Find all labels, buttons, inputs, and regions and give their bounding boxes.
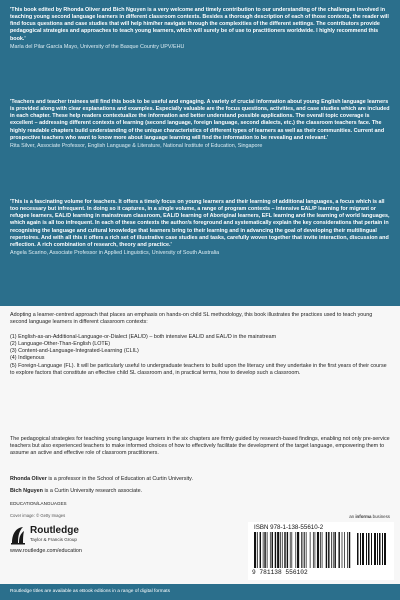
barcode-bar [264, 532, 265, 568]
barcode-bar [284, 532, 285, 568]
publisher-name: Routledge [30, 525, 79, 536]
barcode-bar [301, 532, 302, 568]
barcode-bar [338, 532, 339, 568]
barcode-bar [344, 532, 345, 568]
barcode-image [254, 532, 352, 568]
list-item-label: (5) Foreign-Language (FL). [10, 362, 76, 369]
barcode-bar [275, 532, 276, 568]
barcode-bar [282, 532, 283, 568]
barcode-bar [295, 532, 296, 568]
endorsement-silver [10, 99, 390, 150]
routledge-logo [10, 524, 130, 546]
list-item: (2) Language-Other-Than-English (LOTE) [10, 341, 111, 348]
barcode-bar [349, 532, 350, 568]
barcode-bar [257, 532, 258, 568]
description-strategies [10, 436, 390, 457]
barcode-bar [270, 532, 271, 568]
endorsement-quote: 'This is a fascinating volume for teachers. It offers a timely focus on young learners and their learning of additional languages, a focus which is all too necessary but infrequent. In doing so it captures, in a single volume, a range of program contexts – intensive EAL/P learning for migrant or refugee learners, EAL/D learning in mainstream classroom, EAL/D learning of Aboriginal learners, EFL learning and the learning of world languages, which again is all too infrequent. In each of these contexts the author/s foreground and systematically explain the key considerations that pertain in recognising the language and cultural knowledge that learners bring to their learning and in advancing the goal of developing their multilingual repertoires. And with all this it offers a rich set of illustrative case studies and tasks, carefully woven together that invite interaction, discussion and reflection. A rich combination of research, theory and practice.' [10, 199, 390, 248]
barcode-bar [334, 532, 335, 568]
barcode-bar [267, 532, 268, 568]
barcode-bar [322, 532, 323, 568]
barcode-bar [254, 532, 256, 568]
list-item: (3) Content-and-Language-Integrated-Learning (CLIL) [10, 348, 139, 355]
endorsement-quote: 'This book edited by Rhonda Oliver and Bich Nguyen is a very welcome and timely contribution to our understanding of the challenges involved in teaching young second language learners in different classroom contexts. Besides a thorough description of each of those contexts, the reader will find focus questions and case studies that will help him/her navigate through the complexities of the different settings. The contributors provide pedagogical strategies and approaches to teach young learners, which will surely be of use to practitioners worldwide. I highly recommend this book.' [10, 7, 389, 42]
barcode-digits: 9 781138 556102 [252, 569, 308, 576]
barcode-bar [291, 532, 292, 568]
barcode-bar [313, 532, 314, 568]
list-item [10, 363, 390, 377]
subject-category: EDUCATION/LANGUAGES [10, 501, 67, 506]
price-barcode-image [356, 531, 388, 573]
barcode-bar [272, 532, 273, 568]
barcode-bar [320, 532, 321, 568]
barcode-bar [315, 532, 316, 568]
barcode-bar [280, 532, 281, 568]
informa-suffix: business [371, 514, 390, 519]
cover-image-credit: Cover image: © Getty Images [10, 513, 66, 518]
author-bio-nguyen [10, 488, 390, 495]
list-item: (4) Indigenous [10, 355, 45, 362]
barcode-bar [342, 532, 343, 568]
barcode-bar [277, 532, 279, 568]
barcode-bar [287, 532, 288, 568]
routledge-logo-icon [10, 525, 26, 545]
barcode-bar [263, 532, 264, 568]
endorsement-attribution: Rita Silver, Associate Professor, English Language & Literature, National Institute of Education, Singapore [10, 142, 263, 149]
barcode-bar [317, 532, 319, 568]
barcode-bar [290, 532, 291, 568]
isbn-label: ISBN 978-1-138-55610-2 [254, 524, 324, 531]
author-bio-text: is a professor in the School of Education at Curtin University. [46, 476, 193, 482]
barcode-bar [347, 532, 348, 568]
author-bio-oliver [10, 476, 390, 483]
informa-prefix: an [349, 514, 356, 519]
barcode-bar [333, 532, 334, 568]
barcode-bar [303, 532, 304, 568]
endorsement-quote: 'Teachers and teacher trainees will find this book to be useful and engaging. A variety of crucial information about young English language learners is provided along with clear explanations and examples. Especially valuable are the focus questions, activities, and case studies which are included in each chapter. These help readers contextualize the information and better understand possible applications. The overall topic coverage is excellent – addressing different contexts of learning (second language, foreign language, second dialects, etc.) the classroom teachers face. The highly readable chapters build understanding of the unique characteristics of different types of learners as well as their communities. Current and prospective teachers who want to know more about language learning will find the information to be revealing and relevant.' [10, 99, 390, 141]
description-intro-text: Adopting a learner-centred approach that places an emphasis on hands-on child SL methodology, this book illustrates the practices used to teach young second language learners in different classroom contexts: [10, 312, 373, 326]
author-name: Bich Nguyen [10, 488, 43, 494]
barcode-bar [306, 532, 307, 568]
informa-business-tag [349, 514, 390, 519]
endorsement-attribution: María del Pilar García Mayo, University of the Basque Country UPV/EHU [10, 43, 185, 50]
publisher-group: Taylor & Francis Group [30, 537, 77, 542]
endorsement-attribution: Angela Scarino, Associate Professor in Applied Linguistics, University of South Australia [10, 250, 220, 257]
endorsement-scarino [10, 199, 390, 257]
list-item: (1) English-as-an-Additional-Language-or-Dialect (EAL/D) – both intensive EAL/D and EAL/D in the mainstream [10, 334, 277, 340]
barcode-bar [260, 532, 261, 568]
author-name: Rhonda Oliver [10, 476, 47, 482]
footer-band [0, 584, 400, 600]
description-intro [10, 312, 390, 326]
isbn-barcode-box [248, 522, 394, 580]
barcode-area [248, 514, 394, 580]
barcode-bar [328, 532, 329, 568]
barcode-bar [326, 532, 327, 568]
description-strategies-text: The pedagogical strategies for teaching young language learners in the six chapters are firmly guided by research-based findings, enabling not only pre-service teachers but also experienced teachers to make informed choices of how to effectively facilitate the development of the target language, empowering them to assume an active and effective role of classroom practitioners. [10, 436, 390, 457]
publisher-website-link[interactable]: www.routledge.com/education [10, 548, 82, 554]
context-list [10, 334, 390, 377]
barcode-bar [297, 532, 299, 568]
ebook-availability-note: Routledge titles are available as eBook editions in a range of digital formats [10, 589, 170, 594]
endorsement-garcia-mayo [10, 7, 390, 51]
author-bio-text: is a Curtin University research associate. [42, 488, 143, 494]
barcode-bar [304, 532, 305, 568]
informa-brand: informa [355, 514, 372, 519]
barcode-bar [310, 532, 311, 568]
barcode-bar [331, 532, 332, 568]
list-item-detail: It will be particularly useful to undergraduate teachers to build upon the literacy unit they undertake in the first years of their course to explore factors that constitute an effective child SL classroom and, in practical terms, how to develop such a classroom. [10, 362, 387, 376]
